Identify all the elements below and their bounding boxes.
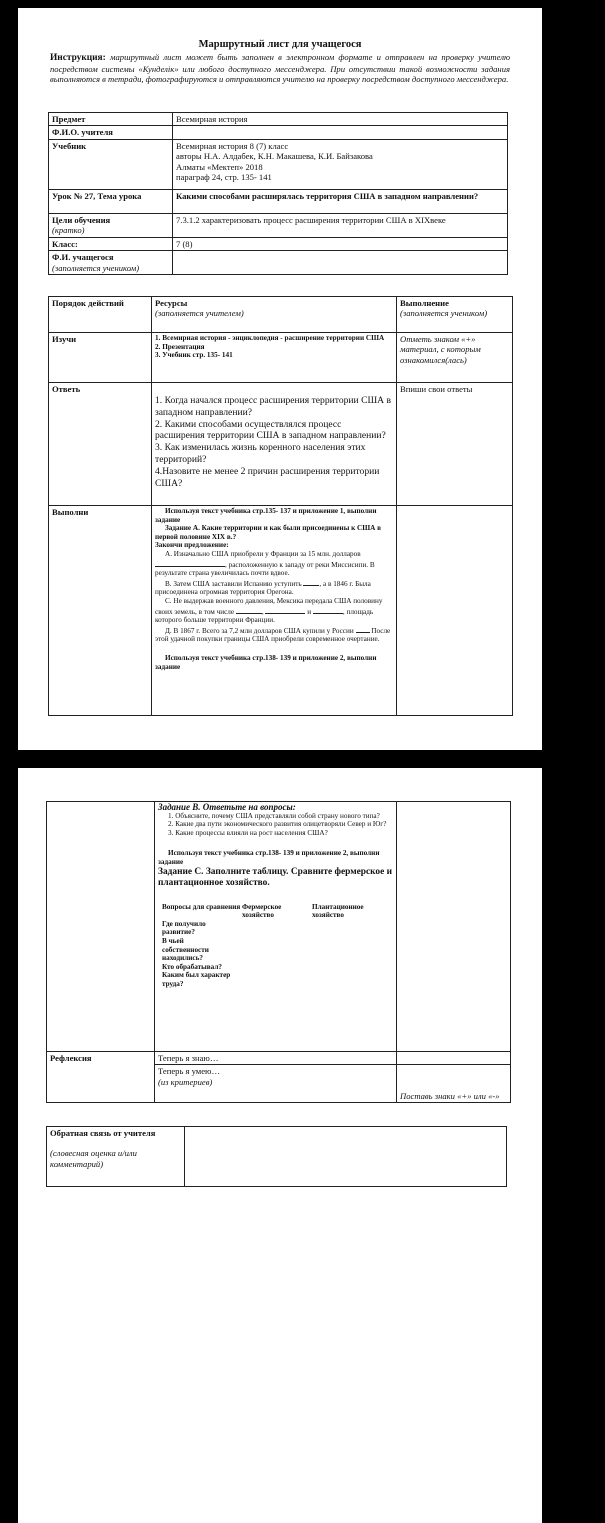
- page-title: Маршрутный лист для учащегося: [198, 39, 362, 50]
- answer-label: Ответь: [49, 383, 152, 506]
- reflection-know-exec[interactable]: [397, 1052, 511, 1065]
- answer-exec[interactable]: Впиши свои ответы: [397, 383, 513, 506]
- page-1: [18, 8, 542, 750]
- question-item: 2. Какие два пути экономического развития олицетворяли Север и Юг?: [168, 820, 387, 829]
- item-a-text: А. Изначально США приобрели у Франции за 15 млн. долларов: [165, 549, 361, 558]
- study-resources: [152, 333, 397, 383]
- resources-title: Ресурсы: [155, 298, 188, 308]
- do-intro: Используя текст учебника стр.135- 137 и приложение 1, выполни задание: [155, 507, 377, 524]
- item-c-text: С. Не выдержав военного давления, Мексика передала США половину своих земель, в том числе: [155, 596, 383, 616]
- item-c-sep: ,: [261, 607, 264, 616]
- item-a-cont: , расположенную к западу от реки Миссисипи. В результате страна увеличилась почти вдвое.: [155, 560, 375, 578]
- table-row: [49, 383, 513, 506]
- item-b-text: В. Затем США заставили Испанию уступить: [165, 579, 302, 588]
- info-table: [48, 112, 508, 275]
- textbook-label: Учебник: [49, 139, 173, 189]
- reflection-know[interactable]: Теперь я знаю…: [155, 1052, 397, 1065]
- blank-field[interactable]: [356, 625, 370, 633]
- student-sub: (заполняется учеником): [52, 262, 140, 273]
- subject-value: Всемирная история: [173, 113, 508, 126]
- study-label: Изучи: [49, 333, 152, 383]
- compare-h2: Фермерское хозяйство: [242, 902, 282, 920]
- table-row: [47, 802, 511, 1052]
- reflection-exec[interactable]: [397, 1065, 511, 1103]
- item-a: [155, 550, 393, 578]
- answer-questions: [152, 383, 397, 506]
- col-resources-header: [152, 297, 397, 333]
- page-2: [18, 768, 542, 1523]
- resource-item[interactable]: 2. Презентация: [155, 342, 205, 351]
- reflection-can-cell: [155, 1065, 397, 1103]
- task-c-title: Задание С. Заполните таблицу. Сравните фермерское и плантационное хозяйство.: [158, 866, 393, 888]
- intro2: Используя текст учебника стр.138- 139 и приложение 2, выполни задание: [158, 849, 380, 866]
- question-item: 3. Какие процессы влияли на рост населения США?: [168, 828, 328, 837]
- exec-sub: (заполняется учеником): [400, 308, 488, 319]
- table-row: [49, 113, 508, 126]
- compare-question: Где получило развитие?: [162, 919, 206, 937]
- table-row: [49, 189, 508, 213]
- blank-field[interactable]: [265, 606, 305, 614]
- study-exec[interactable]: Отметь знаком «+» материал, с которым ознакомился(лась): [397, 333, 513, 383]
- do-exec[interactable]: [397, 506, 513, 716]
- feedback-table: [46, 1126, 507, 1187]
- teacher-label: Ф.И.О. учителя: [49, 126, 173, 139]
- textbook-value: [173, 139, 508, 189]
- col-actions-header: Порядок действий: [49, 297, 152, 333]
- do-label: Выполни: [49, 506, 152, 716]
- question-item: 4.Назовите не менее 2 причин расширения территории США?: [155, 465, 380, 489]
- goals-cell: [49, 213, 173, 237]
- item-c: [155, 597, 393, 625]
- table-row: [49, 126, 508, 139]
- feedback-label: Обратная связь от учителя: [50, 1128, 156, 1138]
- blank-field[interactable]: [313, 606, 343, 614]
- exec-title: Выполнение: [400, 298, 449, 308]
- item-d-text: Д. В 1867 г. Всего за 7,2 млн долларов США купили у России: [165, 626, 354, 635]
- tasks-content: [155, 802, 397, 1052]
- table-row: [49, 237, 508, 250]
- textbook-line: параграф 24, стр. 135- 141: [176, 172, 272, 183]
- student-label: Ф.И. учащегося: [52, 252, 114, 263]
- blank-field[interactable]: [303, 578, 319, 586]
- table-row: [49, 333, 513, 383]
- compare-h1: Вопросы для сравнения: [162, 902, 241, 911]
- lesson-topic: Какими способами расширялась территория США в западном направлении?: [173, 189, 508, 213]
- feedback-sub: (словесная оценка и/или комментарий): [50, 1148, 137, 1169]
- question-item: 3. Как изменилась жизнь коренного населения этих территорий?: [155, 442, 366, 465]
- goals-value: 7.3.1.2 характеризовать процесс расширения территории США в XIXвеке: [173, 213, 508, 237]
- task-a-title: Задание А. Какие территории и как были присоединены к США в первой половине XIX в.?: [155, 524, 381, 541]
- do-content: [152, 506, 397, 716]
- table-row: [47, 1052, 511, 1065]
- goals-sub: (кратко): [52, 225, 85, 236]
- compare-question: Каким был характер труда?: [162, 971, 231, 988]
- empty-cell: [47, 802, 155, 1052]
- table-row: [49, 506, 513, 716]
- compare-question: Кто обрабатывал?: [162, 962, 222, 971]
- teacher-value[interactable]: [173, 126, 508, 139]
- resources-sub: (заполняется учителем): [155, 308, 244, 319]
- reflection-exec-text: Поставь знаки «+» или «-»: [400, 1091, 500, 1101]
- table-row: [47, 1127, 507, 1187]
- compare-h3: Плантационное хозяйство: [312, 902, 364, 920]
- feedback-value[interactable]: [185, 1127, 507, 1187]
- reflection-can[interactable]: Теперь я умею…: [158, 1066, 221, 1077]
- subject-label: Предмет: [49, 113, 173, 126]
- lesson-label: Урок № 27, Тема урока: [49, 189, 173, 213]
- reflection-criteria: (из критериев): [158, 1076, 213, 1087]
- col-exec-header: [397, 297, 513, 333]
- item-c-cont: , площадь которого больше территории Франции.: [155, 607, 374, 625]
- instruction: [50, 52, 510, 85]
- resource-item[interactable]: 3. Учебник стр. 135- 141: [155, 351, 233, 360]
- reflection-label: Рефлексия: [47, 1052, 155, 1103]
- student-cell: [49, 251, 173, 275]
- class-label: Класс:: [49, 237, 173, 250]
- instruction-text: маршрутный лист может быть заполнен в электронном формате и отправлен на проверку учителю посредством системы «Кунделік» или любого доступного мессенджера. При отсутствии такой возможности задания выполняются в тетради, фотографируются и отправляются учителю на проверку посредством доступного мессенджера.: [50, 52, 510, 85]
- item-c-sep: и: [307, 607, 312, 616]
- tasks-exec[interactable]: [397, 802, 511, 1052]
- textbook-line: Алматы «Мектеп» 2018: [176, 161, 263, 172]
- continuation-table: [46, 801, 511, 1103]
- blank-field[interactable]: [236, 606, 262, 614]
- compare-question: В чьей собственности находились?: [162, 936, 209, 963]
- do-outro: Используя текст учебника стр.138- 139 и приложение 2, выполни задание: [155, 653, 377, 671]
- action-table: [48, 296, 513, 716]
- feedback-label-cell: [47, 1127, 185, 1187]
- textbook-line: авторы Н.А. Алдабек, К.Н. Макашева, К.И. Байзакова: [176, 151, 373, 162]
- item-b: [155, 578, 393, 597]
- item-d-cont: После этой удачной покупки границы США приобрели современное очертание.: [155, 626, 391, 644]
- task-b-title: Задание В. Ответьте на вопросы:: [158, 802, 296, 812]
- resource-item[interactable]: 1. Всемирная история - энциклопедия - расширение территории США: [155, 334, 385, 342]
- compare-questions: [158, 920, 232, 989]
- table-row: [49, 139, 508, 189]
- table-row: [49, 251, 508, 275]
- question-item: 1. Объясните, почему США представляли собой страну нового типа?: [168, 811, 380, 820]
- student-value[interactable]: [173, 251, 508, 275]
- compare-header: [158, 903, 393, 920]
- table-row: [49, 297, 513, 333]
- instruction-label: Инструкция:: [50, 53, 106, 63]
- goals-label: Цели обучения: [52, 214, 111, 225]
- item-d: [155, 625, 393, 644]
- complete-label: Закончи предложение:: [155, 541, 229, 550]
- question-item: 2. Какими способами осуществлялся процесс расширения территории США в западном направлении?: [155, 418, 386, 442]
- item-b-cont: , а в 1846 г. Была присоединена огромная территория Орегона.: [155, 579, 371, 597]
- textbook-line: Всемирная история 8 (7) класс: [176, 140, 289, 151]
- class-value: 7 (8): [173, 237, 508, 250]
- question-item: 1. Когда начался процесс расширения территории США в западном направлении?: [155, 395, 392, 418]
- blank-field[interactable]: [155, 559, 225, 567]
- table-row: [49, 213, 508, 237]
